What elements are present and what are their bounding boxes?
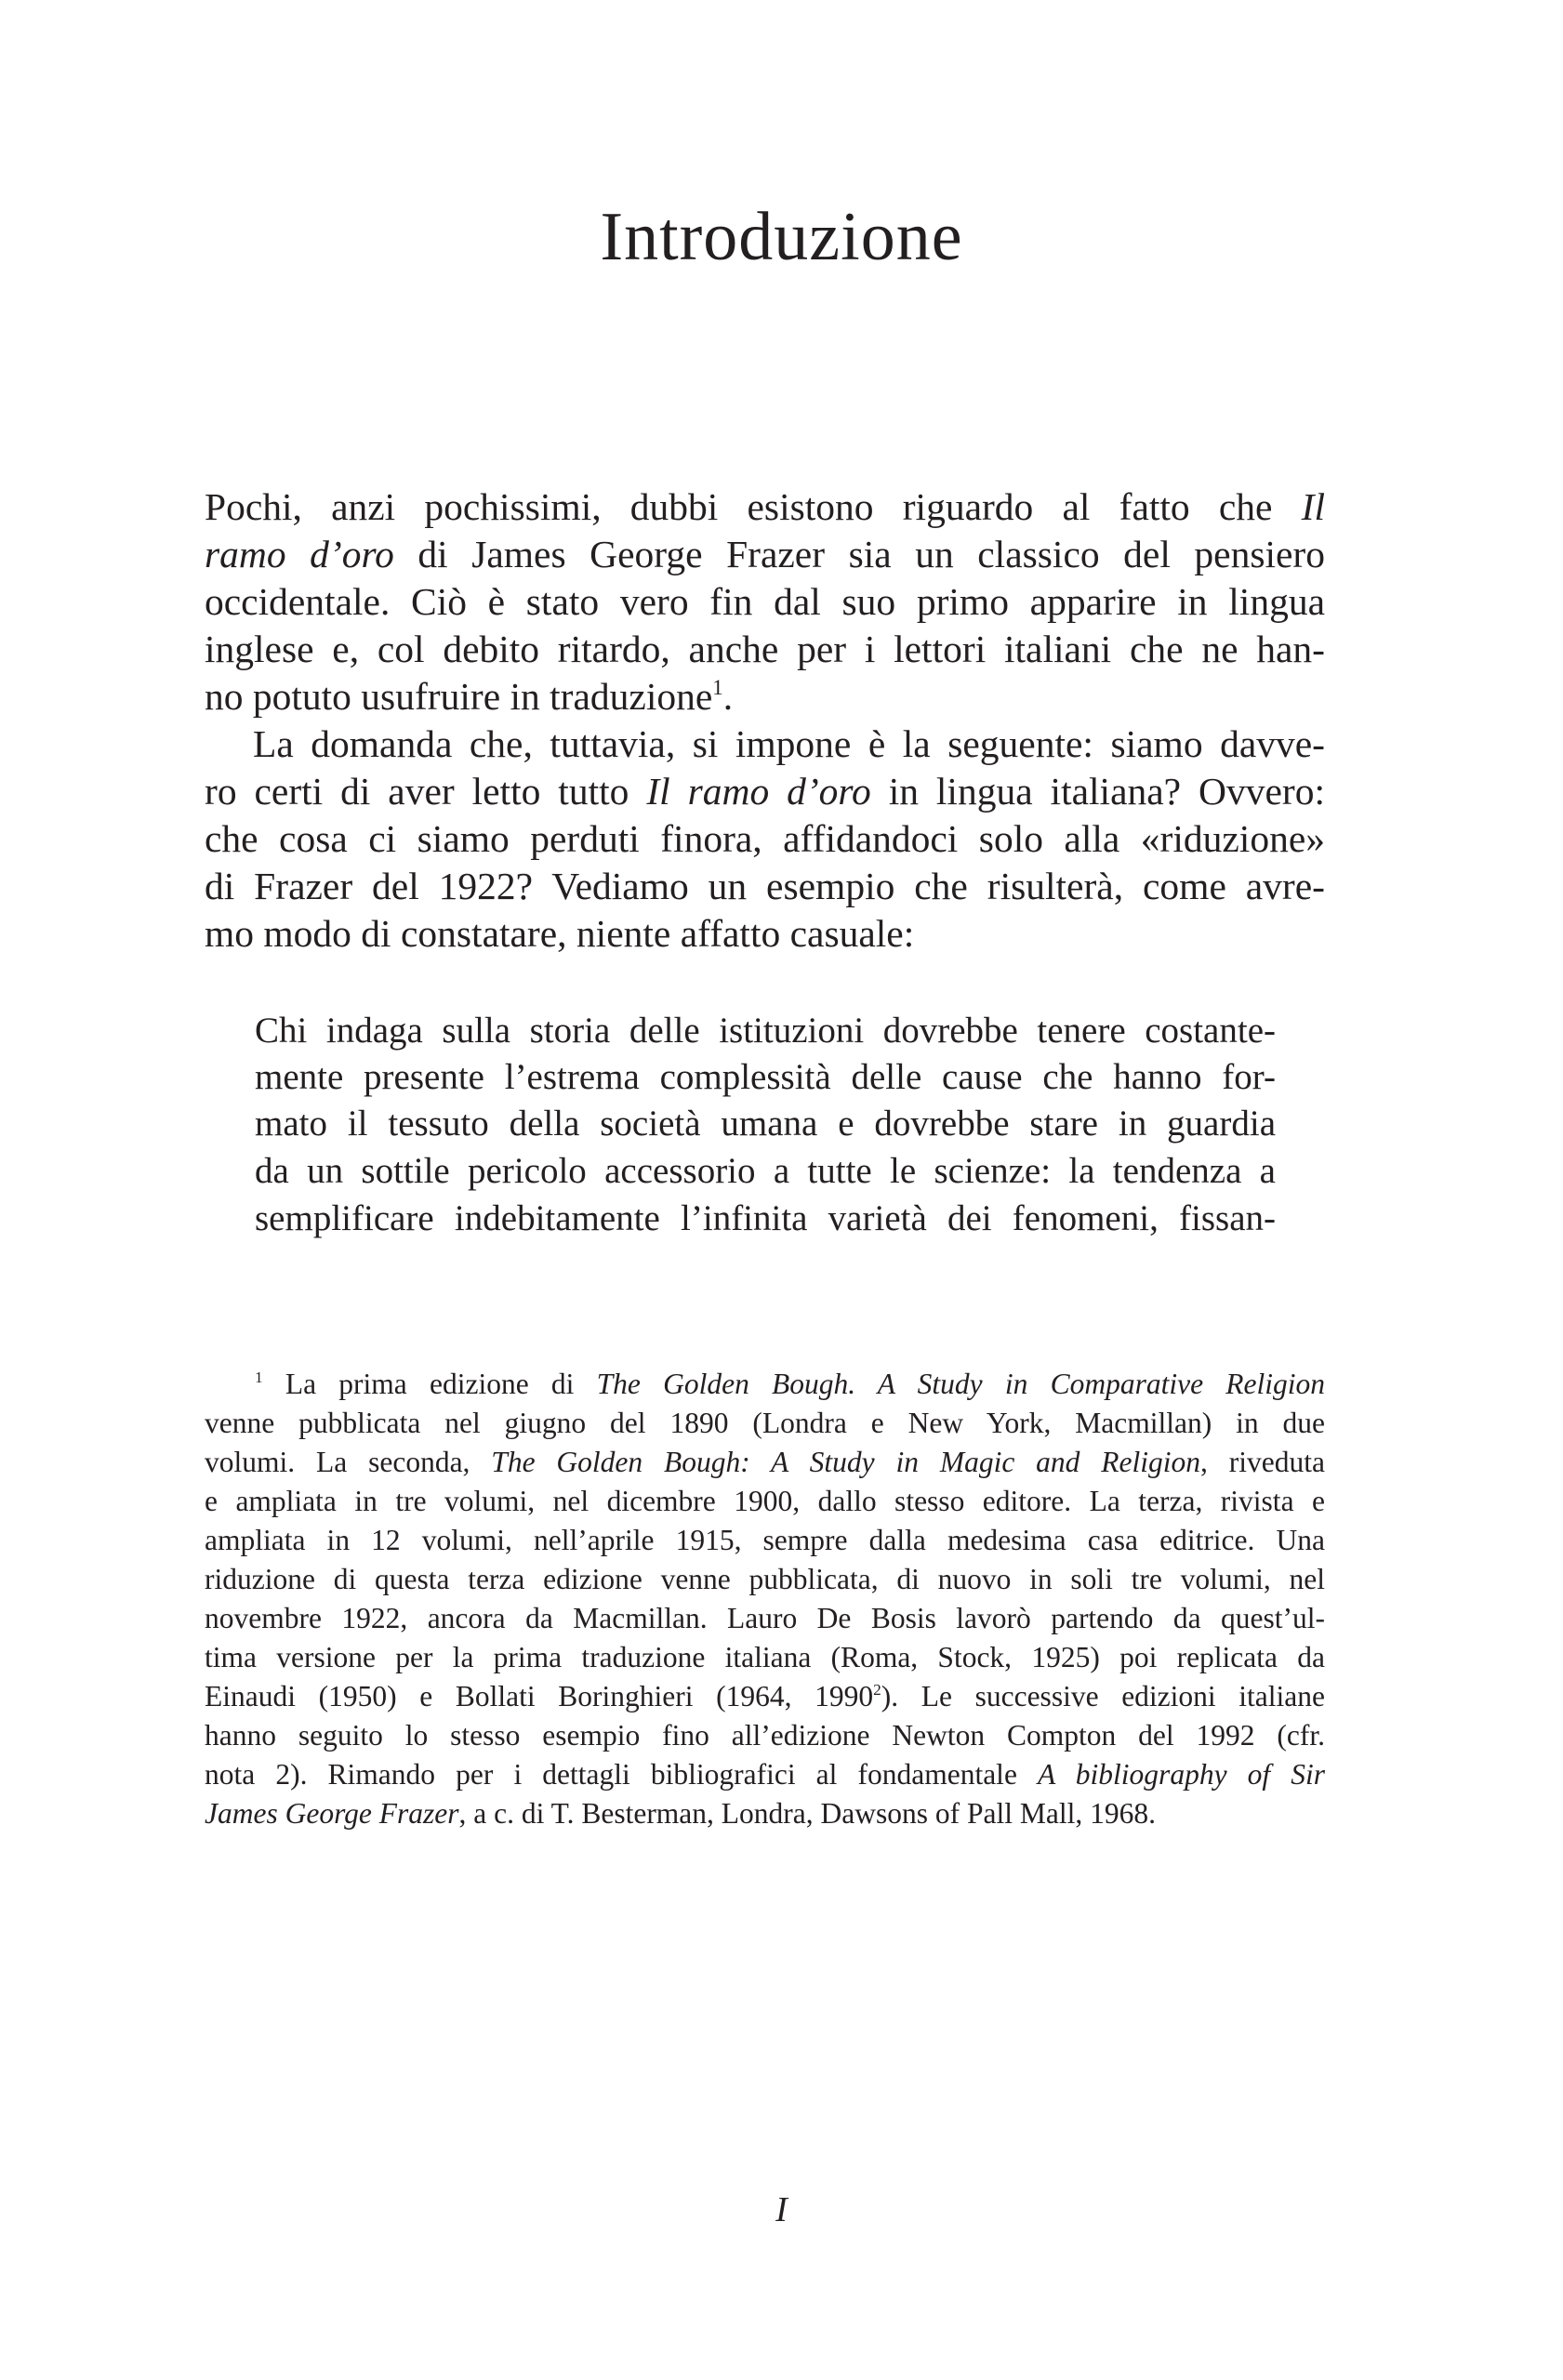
- quote-line: da un sottile pericolo accessorio a tutte le scienze: la tendenza a: [255, 1151, 1276, 1191]
- footnote-line: e ampliata in tre volumi, nel dicembre 1900, dallo stesso editore. La terza, rivista e: [205, 1485, 1325, 1517]
- paragraph-line: inglese e, col debito ritardo, anche per i lettori italiani che ne han-: [205, 628, 1325, 670]
- footnote-reference[interactable]: 1: [712, 676, 723, 700]
- paragraph-line: ramo d’oro di James George Frazer sia un classico del pensiero: [205, 533, 1325, 575]
- paragraph-line: mo modo di constatare, niente affatto casuale:: [205, 912, 915, 955]
- footnote-line: James George Frazer, a c. di T. Besterman, Londra, Dawsons of Pall Mall, 1968.: [205, 1797, 1156, 1830]
- page-number: I: [775, 2190, 788, 2229]
- footnote-line: nota 2). Rimando per i dettagli bibliografici al fondamentale A bibliography of Sir: [205, 1758, 1326, 1791]
- footnote-line: volumi. La seconda, The Golden Bough: A Study in Magic and Religion, riveduta: [205, 1446, 1325, 1478]
- footnote-line: tima versione per la prima traduzione italiana (Roma, Stock, 1925) poi replicata da: [205, 1641, 1325, 1673]
- paragraph-line: di Frazer del 1922? Vediamo un esempio che risulterà, come avre-: [205, 865, 1325, 907]
- quote-line: semplificare indebitamente l’infinita varietà dei fenomeni, fissan-: [255, 1198, 1276, 1238]
- paragraph-line: Pochi, anzi pochissimi, dubbi esistono riguardo al fatto che Il: [205, 485, 1325, 528]
- footnote-marker: 1: [255, 1368, 263, 1386]
- paragraph-line: no potuto usufruire in traduzione$^1$.: [205, 675, 734, 718]
- footnote-line: riduzione di questa terza edizione venne pubblicata, di nuovo in soli tre volumi, nel: [205, 1563, 1325, 1595]
- footnote-line: ampliata in 12 volumi, nell’aprile 1915, sempre dalla medesima casa editrice. Una: [205, 1524, 1325, 1556]
- paragraph-line: occidentale. Ciò è stato vero fin dal suo primo apparire in lingua: [205, 580, 1325, 623]
- chapter-title: Introduzione: [600, 199, 963, 275]
- footnote-line: novembre 1922, ancora da Macmillan. Lauro De Bosis lavorò partendo da quest’ul-: [205, 1602, 1325, 1634]
- footnote-line: $^1$ La prima edizione di The Golden Bough. A Study in Comparative Religion: [255, 1368, 1325, 1400]
- paragraph-line: La domanda che, tuttavia, si impone è la seguente: siamo davve-: [253, 722, 1325, 765]
- quote-line: mato il tessuto della società umana e dovrebbe stare in guardia: [255, 1104, 1276, 1144]
- quote-line: Chi indaga sulla storia delle istituzioni dovrebbe tenere costante-: [255, 1011, 1276, 1051]
- footnote-line: hanno seguito lo stesso esempio fino all’edizione Newton Compton del 1992 (cfr.: [205, 1719, 1325, 1752]
- footnote-line: venne pubblicata nel giugno del 1890 (Londra e New York, Macmillan) in due: [205, 1407, 1325, 1439]
- paragraph-line: ro certi di aver letto tutto Il ramo d’oro in lingua italiana? Ovvero:: [205, 770, 1325, 813]
- paragraph-line: che cosa ci siamo perduti finora, affidandoci solo alla «riduzione»: [205, 817, 1325, 860]
- footnote-line: Einaudi (1950) e Bollati Boringhieri (1964, 1990$^2$). Le successive edizioni italiane: [205, 1680, 1325, 1712]
- quote-line: mente presente l’estrema complessità delle cause che hanno for-: [255, 1057, 1276, 1097]
